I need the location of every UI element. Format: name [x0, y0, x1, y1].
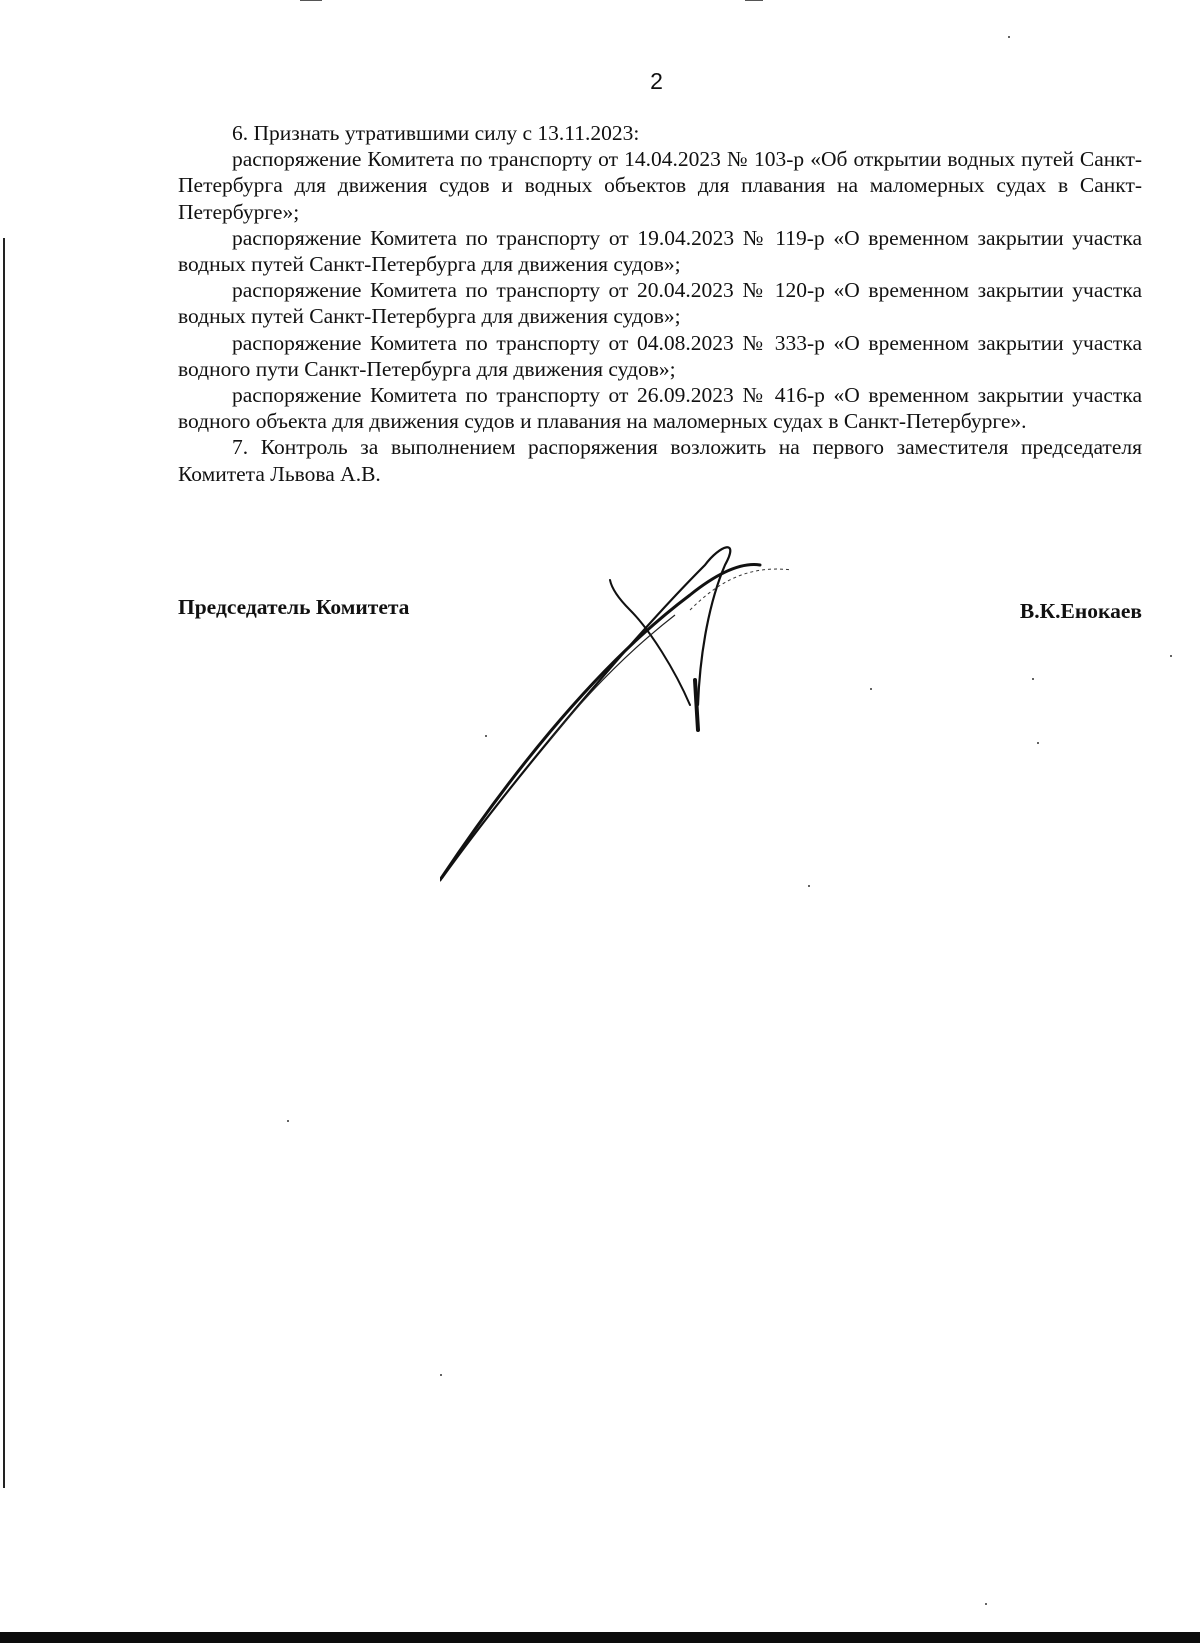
handwritten-signature [440, 540, 820, 890]
scan-artifact [300, 0, 322, 1]
paragraph-item-7: 7. Контроль за выполнением распоряжения возложить на первого заместителя председателя Комитета Львова А.В. [178, 435, 1142, 486]
scan-speck [808, 885, 810, 887]
signer-position: Председатель Комитета [178, 595, 410, 619]
scan-speck [287, 1120, 289, 1122]
scan-speck [1032, 678, 1034, 680]
scan-artifact [745, 0, 763, 1]
scan-speck [485, 735, 487, 737]
repealed-order-119: распоряжение Комитета по транспорту от 19.04.2023 № 119-р «О временном закрытии участка водных путей Санкт-Петербурга для движения судов»; [178, 225, 1142, 277]
scan-speck [985, 1603, 987, 1605]
paragraph-item-6: 6. Признать утратившими силу с 13.11.2023: [232, 121, 640, 145]
repealed-order-103: распоряжение Комитета по транспорту от 14.04.2023 № 103-р «Об открытии водных путей Санкт-Петербурга для движения судов и водных объектов для плавания на маломерных судах в Санкт-Петербурге»; [178, 147, 1142, 224]
repealed-order-416: распоряжение Комитета по транспорту от 26.09.2023 № 416-р «О временном закрытии участка водного объекта для движения судов и плавания на маломерных судах в Санкт-Петербурге». [178, 383, 1142, 434]
scan-speck [1008, 36, 1010, 38]
repealed-order-120: распоряжение Комитета по транспорту от 20.04.2023 № 120-р «О временном закрытии участка водных путей Санкт-Петербурга для движения судов»; [178, 278, 1142, 329]
scan-speck [1170, 655, 1172, 657]
scan-speck [440, 1374, 442, 1376]
scan-bottom-edge [0, 1632, 1200, 1643]
scan-speck [1037, 742, 1039, 744]
document-body [178, 120, 1142, 487]
scan-margin-line [3, 238, 5, 1488]
page-number: 2 [650, 68, 663, 94]
scan-speck [870, 688, 872, 690]
repealed-order-333: распоряжение Комитета по транспорту от 04.08.2023 № 333-р «О временном закрытии участка водного пути Санкт-Петербурга для движения судов»; [178, 330, 1142, 381]
signer-name: В.К.Енокаев [1019, 599, 1142, 623]
